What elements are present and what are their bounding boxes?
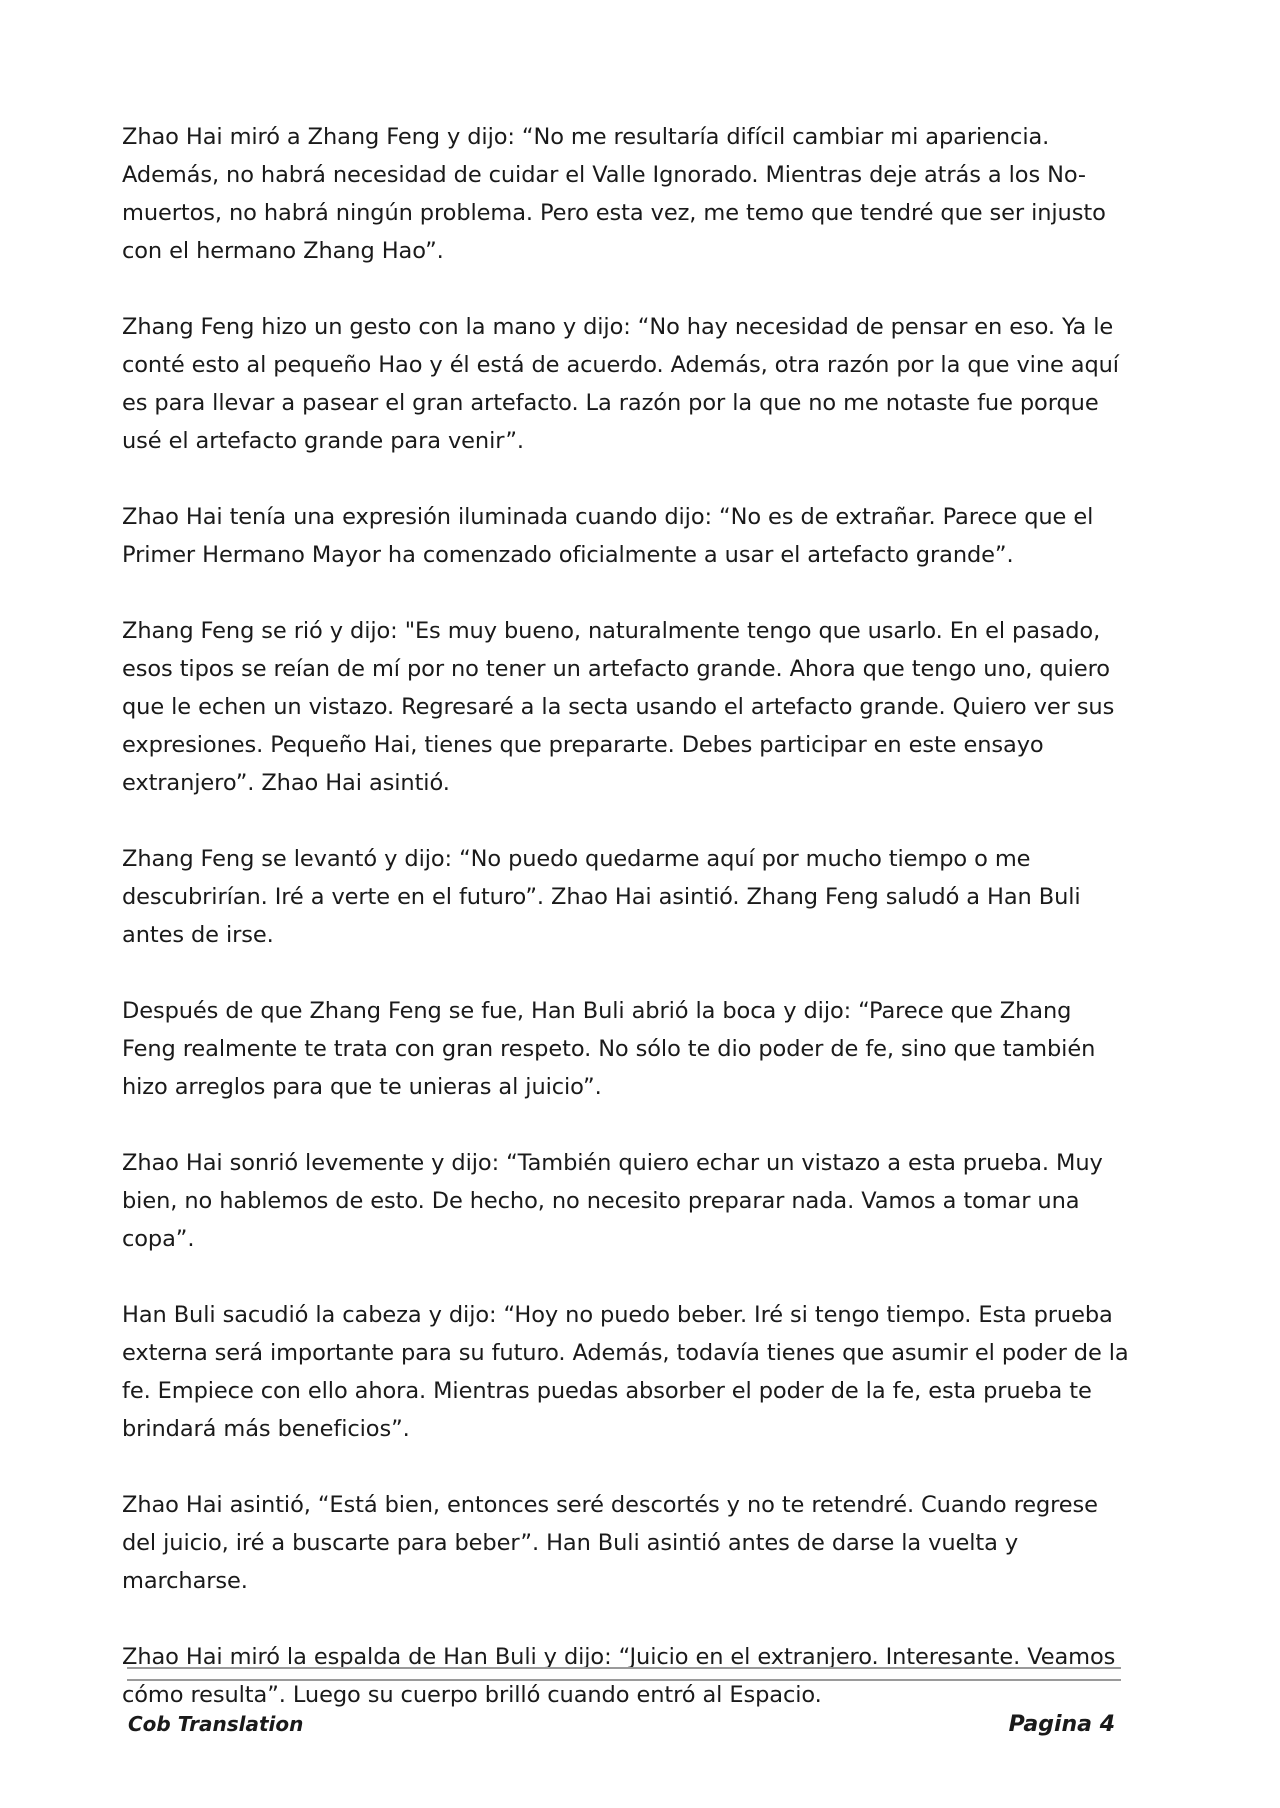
paragraph-4: Zhang Feng se rió y dijo: "Es muy bueno, naturalmente tengo que usarlo. En el pasado, esos tipos se reían de mí por no tener un artefacto grande. Ahora que tengo uno, quiero que le echen un vistazo. Regresaré a la secta usando el artefacto grande. Quiero ver sus expresiones. Pequeño Hai, tienes que prepararte. Debes participar en este ensayo extranjero”. Zhao Hai asintió.	[122, 618, 1115, 796]
paragraph-8: Han Buli sacudió la cabeza y dijo: “Hoy no puedo beber. Iré si tengo tiempo. Esta prueba externa será importante para su futuro. Además, todavía tienes que asumir el poder de la fe. Empiece con ello ahora. Mientras puedas absorber el poder de la fe, esta prueba te brindará más beneficios”.	[122, 1302, 1129, 1442]
document-body	[122, 118, 1132, 1752]
paragraph-10: Zhao Hai miró la espalda de Han Buli y dijo: “Juicio en el extranjero. Interesante. Veamos cómo resulta”. Luego su cuerpo brilló cuando entró al Espacio.	[122, 1644, 1116, 1708]
footer-page-number: Pagina 4	[1008, 1712, 1115, 1737]
paragraph-9: Zhao Hai asintió, “Está bien, entonces seré descortés y no te retendré. Cuando regrese del juicio, iré a buscarte para beber”. Han Buli asintió antes de darse la vuelta y marcharse.	[122, 1492, 1098, 1594]
paragraph-1: Zhao Hai miró a Zhang Feng y dijo: “No me resultaría difícil cambiar mi apariencia. Además, no habrá necesidad de cuidar el Valle Ignorado. Mientras deje atrás a los No-muertos, no habrá ningún problema. Pero esta vez, me temo que tendré que ser injusto con el hermano Zhang Hao”.	[122, 124, 1106, 264]
paragraph-5: Zhang Feng se levantó y dijo: “No puedo quedarme aquí por mucho tiempo o me descubrirían. Iré a verte en el futuro”. Zhao Hai asintió. Zhang Feng saludó a Han Buli antes de irse.	[122, 846, 1081, 948]
footer-translator-credit: Cob Translation	[128, 1712, 304, 1736]
footer-divider-top	[127, 1667, 1121, 1669]
footer-divider-bottom	[127, 1679, 1121, 1681]
paragraph-6: Después de que Zhang Feng se fue, Han Buli abrió la boca y dijo: “Parece que Zhang Feng realmente te trata con gran respeto. No sólo te dio poder de fe, sino que también hizo arreglos para que te unieras al juicio”.	[122, 998, 1096, 1100]
paragraph-2: Zhang Feng hizo un gesto con la mano y dijo: “No hay necesidad de pensar en eso. Ya le conté esto al pequeño Hao y él está de acuerdo. Además, otra razón por la que vine aquí es para llevar a pasear el gran artefacto. La razón por la que no me notaste fue porque usé el artefacto grande para venir”.	[122, 314, 1119, 454]
paragraph-3: Zhao Hai tenía una expresión iluminada cuando dijo: “No es de extrañar. Parece que el Primer Hermano Mayor ha comenzado oficialmente a usar el artefacto grande”.	[122, 504, 1094, 568]
paragraph-7: Zhao Hai sonrió levemente y dijo: “También quiero echar un vistazo a esta prueba. Muy bien, no hablemos de esto. De hecho, no necesito preparar nada. Vamos a tomar una copa”.	[122, 1150, 1103, 1252]
